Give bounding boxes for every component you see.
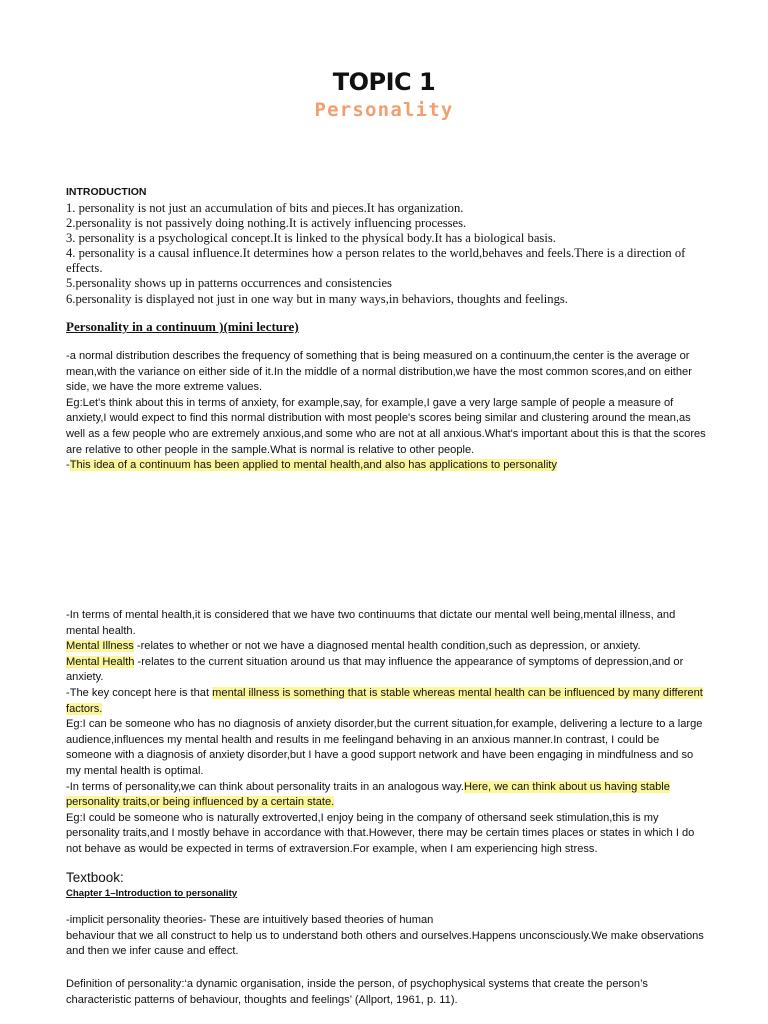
extroversion-example-text: Eg:I could be someone who is naturally extroverted,I enjoy being in the company of othersand seek stimulation,this is my personality traits,and I mostly behave in accordance with that.However, there may be certain times places or states in which I do not behave as would be expected in terms of extraversion.For example, when I am experiencing high stress. bbox=[66, 811, 695, 855]
personality-traits-text: -In terms of personality,we can think about personality traits in an analogous way.Here, we can think about us having stable personality traits,or being influenced by a certain state. bbox=[66, 780, 670, 809]
topic-subtitle: Personality bbox=[314, 99, 454, 121]
textbook-label: Textbook: bbox=[66, 870, 124, 885]
intro-item: 4. personality is a causal influence.It determines how a person relates to the world,behaves and feels.There is a direction of effects. bbox=[66, 246, 686, 276]
continuum-paragraph-2 bbox=[66, 608, 706, 858]
highlighted-text: Here, we can think about us having stable personality traits,or being influenced by a certain state. bbox=[66, 780, 670, 809]
key-concept-text: -The key concept here is that mental illness is something that is stable whereas mental health can be influenced by many different factors. bbox=[66, 686, 703, 715]
intro-item: 3. personality is a psychological concept.It is linked to the physical body.It has a biological basis. bbox=[66, 231, 556, 246]
normal-distribution-text: -a normal distribution describes the frequency of something that is being measured on a continuum,the center is the average or mean,with the variance on either side of it.In the middle of a normal distribution,we have the most common scores,and on either side, we have the more extreme values. bbox=[66, 350, 692, 394]
personality-definition: Definition of personality:‘a dynamic organisation, inside the person, of psychophysical systems that create the person’s characteristic patterns of behaviour, thoughts and feelings’ (Allport, 1961, p. 11). bbox=[66, 978, 648, 1006]
intro-item: 1. personality is not just an accumulation of bits and pieces.It has organization. bbox=[66, 201, 464, 215]
mental-health-definition: Mental Health -relates to the current situation around us that may influence the appearance of symptoms of depression,and or anxiety. bbox=[66, 655, 684, 684]
mental-health-continuums-text: -In terms of mental health,it is considered that we have two continuums that dictate our mental well being,mental illness, and mental health. bbox=[66, 609, 676, 637]
continuum-paragraph-1 bbox=[66, 349, 706, 474]
introduction-heading: INTRODUCTION bbox=[66, 186, 147, 198]
anxiety-example-text: Eg:Let's think about this in terms of anxiety, for example,say, for example,I gave a very large sample of people a measure of anxiety,I would expect to find this normal distribution with most people's scores being similar and clustering around the mean,as well as a few people who are extremely anxious,and some who are not at all anxious.What's important about this is that the scores are relative to other people in the sample.What is normal is relative to other people. bbox=[66, 396, 706, 456]
mental-health-term: Mental Health bbox=[66, 655, 135, 668]
intro-item: 2.personality is not passively doing nothing.It is actively influencing processes. bbox=[66, 216, 467, 231]
lecture-example-text: Eg:I can be someone who has no diagnosis of anxiety disorder,but the current situation,for example, delivering a lecture to a large audience,influences my mental health and results in me feelingand behaving in an anxious manner.In contrast, I could be someone with a diagnosis of anxiety disorder,but I have a good support network and have been engaging in mindfulness and so my mental health is optimal. bbox=[66, 718, 703, 777]
introduction-list bbox=[66, 201, 706, 307]
continuum-application-line bbox=[66, 458, 706, 474]
continuum-section-title: Personality in a continuum )(mini lecture) bbox=[66, 319, 299, 334]
dash: - bbox=[66, 459, 70, 472]
topic-title: TOPIC 1 bbox=[332, 68, 436, 96]
mental-illness-definition: Mental Illness -relates to whether or not we have a diagnosed mental health condition,such as depression, or anxiety. bbox=[66, 640, 641, 653]
highlighted-text: mental illness is something that is stable whereas mental health can be influenced by many different factors. bbox=[66, 686, 703, 715]
mental-illness-term: Mental Illness bbox=[66, 640, 134, 653]
intro-item: 6.personality is displayed not just in one way but in many ways,in behaviors, thoughts and feelings. bbox=[66, 291, 568, 306]
chapter-heading: Chapter 1–Introduction to personality bbox=[66, 888, 238, 899]
highlighted-text: This idea of a continuum has been applied to mental health,and also has applications to personality bbox=[69, 459, 557, 472]
intro-item: 5.personality shows up in patterns occurrences and consistencies bbox=[66, 276, 392, 291]
implicit-theories-paragraph: -implicit personality theories- These are intuitively based theories of human behaviour that we all construct to help us to understand both others and ourselves.Happens unconsciously.We make observations and then we infer cause and effect. bbox=[66, 914, 704, 958]
